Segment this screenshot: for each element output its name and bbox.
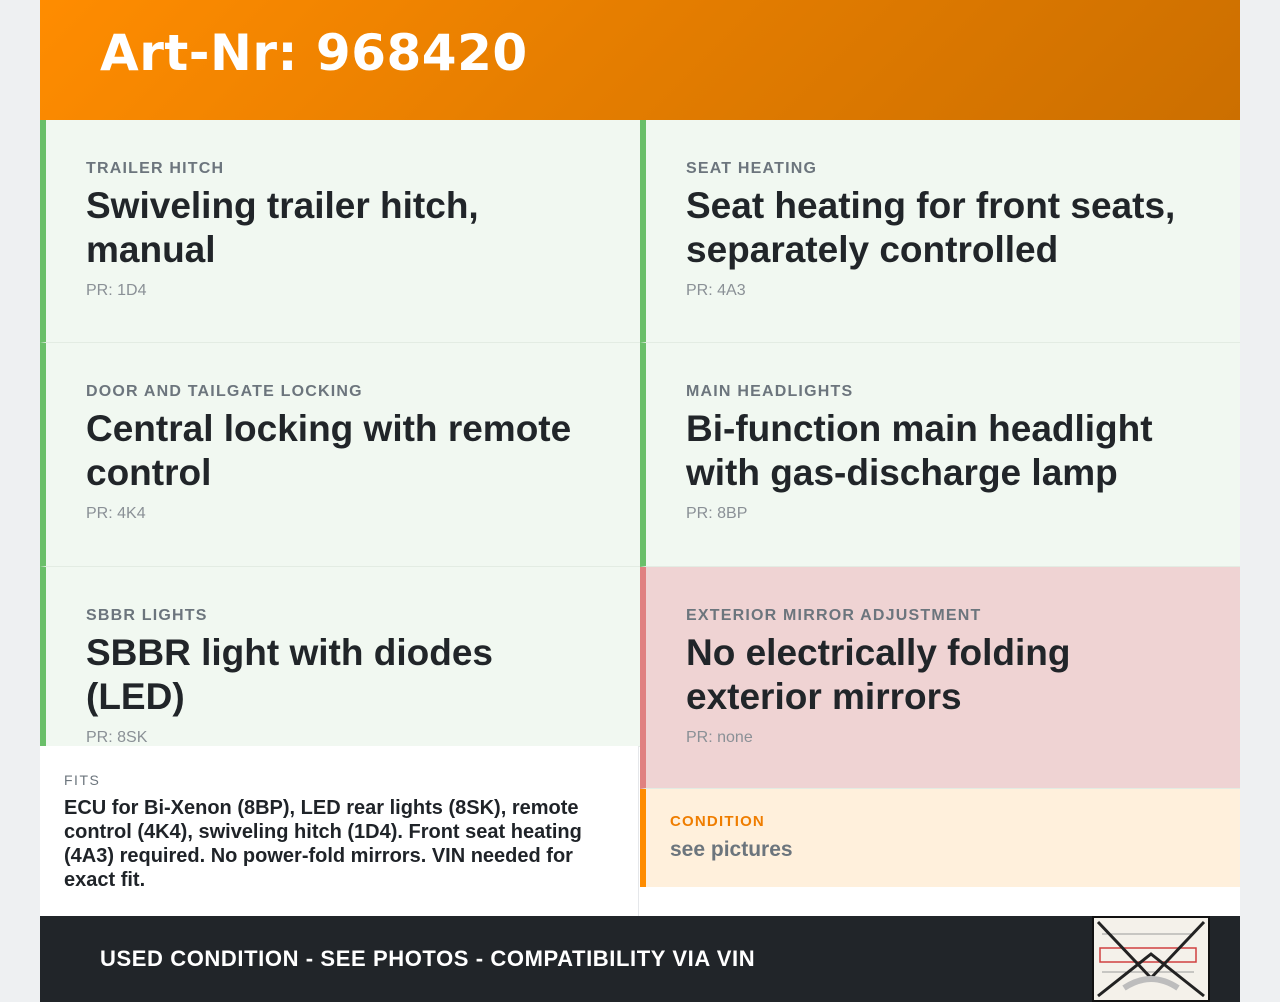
card-label: TRAILER HITCH <box>86 160 225 177</box>
card-title: SBBR light with diodes (LED) <box>86 632 493 717</box>
card-title: No electrically folding exterior mirrors <box>686 632 1071 717</box>
card-pr-code: PR: 4K4 <box>86 505 146 522</box>
article-number-title: Art-Nr: 968420 <box>100 24 528 82</box>
card-label: MAIN HEADLIGHTS <box>686 383 854 400</box>
fits-description: ECU for Bi-Xenon (8BP), LED rear lights (8SK), remote control (4K4), swiveling hitch (1D4). Front seat heating (4A3) required. No power-fold mirrors. VIN needed for exact fit. <box>64 797 582 891</box>
condition-section <box>640 789 1240 887</box>
condition-label: CONDITION <box>670 813 765 830</box>
card-pr-code: PR: none <box>686 729 753 746</box>
card-title: Central locking with remote control <box>86 408 572 493</box>
card-title: Bi-function main headlight with gas-discharge lamp <box>686 408 1153 493</box>
card-label: SEAT HEATING <box>686 160 818 177</box>
product-sheet <box>40 0 1240 1002</box>
card-title: Swiveling trailer hitch, manual <box>86 185 479 270</box>
footer-text: USED CONDITION - SEE PHOTOS - COMPATIBILITY VIA VIN <box>100 946 756 971</box>
feature-card-main-headlights <box>640 343 1240 567</box>
envelope-image-icon <box>1094 918 1208 1000</box>
card-label: EXTERIOR MIRROR ADJUSTMENT <box>686 607 982 624</box>
feature-card-exterior-mirror <box>640 567 1240 789</box>
card-title: Seat heating for front seats, separately controlled <box>686 185 1176 270</box>
fits-label: FITS <box>64 772 101 788</box>
feature-card-sbbr-lights <box>40 567 640 747</box>
card-pr-code: PR: 8SK <box>86 729 148 746</box>
condition-value: see pictures <box>670 838 793 861</box>
card-label: SBBR LIGHTS <box>86 607 208 624</box>
card-pr-code: PR: 8BP <box>686 505 748 522</box>
part-photo-thumbnail[interactable] <box>1092 916 1210 1002</box>
card-label: DOOR AND TAILGATE LOCKING <box>86 383 363 400</box>
feature-card-door-locking <box>40 343 640 567</box>
footer-bar <box>40 916 1240 1002</box>
feature-card-seat-heating <box>640 120 1240 343</box>
header-banner <box>40 0 1240 120</box>
card-pr-code: PR: 4A3 <box>686 282 746 299</box>
feature-card-trailer-hitch <box>40 120 640 343</box>
fits-section <box>40 746 639 916</box>
card-pr-code: PR: 1D4 <box>86 282 147 299</box>
